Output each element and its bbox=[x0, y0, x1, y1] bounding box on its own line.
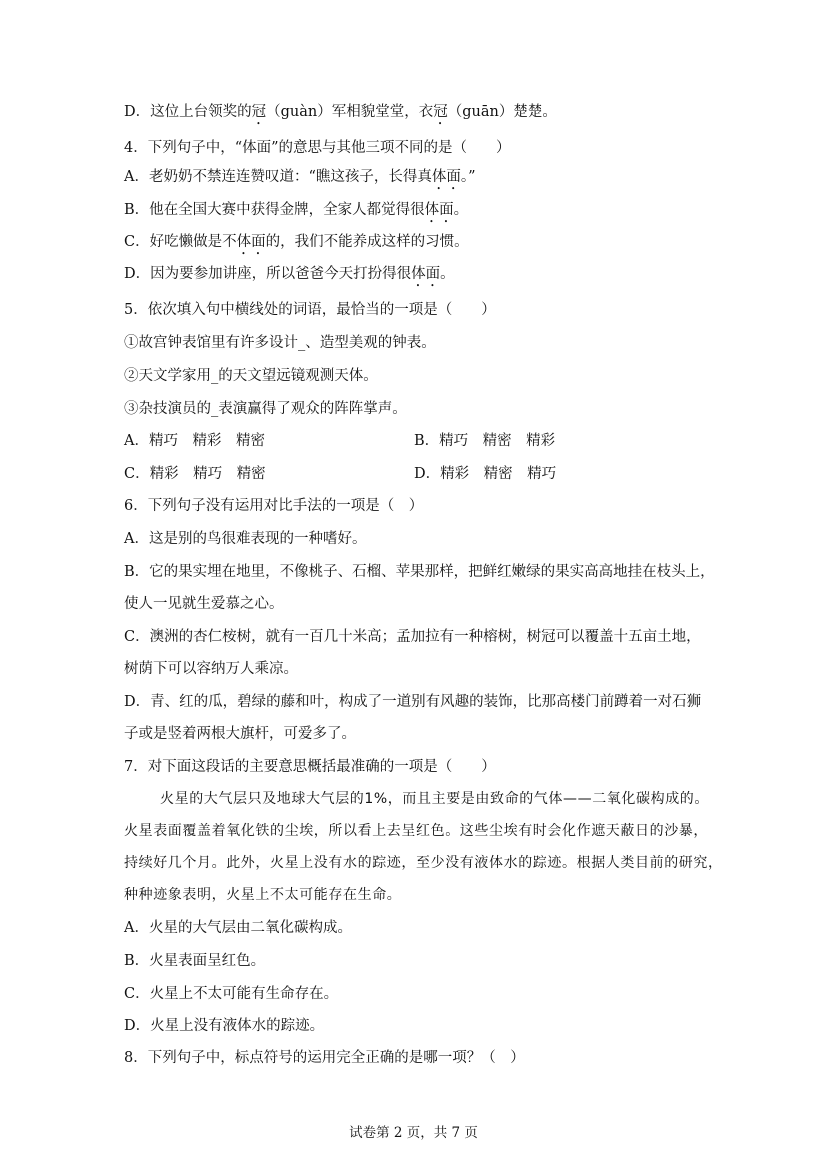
page-footer: 试卷第 2 页，共 7 页 bbox=[349, 1125, 478, 1141]
q4-option-d: D．因为要参加讲座，所以爸爸今天打扮得很体面。 bbox=[124, 266, 455, 282]
q5-sentence-2: ②天文学家用_的天文望远镜观测天体。 bbox=[124, 368, 378, 384]
q6-stem: 6．下列句子没有运用对比手法的一项是（ ） bbox=[124, 498, 424, 514]
q5-option-b: B．精巧 精密 精彩 bbox=[414, 433, 556, 449]
q7-passage-line: 火星的大气层只及地球大气层的1%，而且主要是由致命的气体——二氧化碳构成的。 bbox=[160, 791, 710, 807]
q7-passage-line: 种种迹象表明，火星上不太可能存在生命。 bbox=[124, 887, 402, 903]
q6-option-d-cont: 子或是竖着两根大旗杆，可爱多了。 bbox=[124, 726, 356, 742]
q6-option-b-cont: 使人一见就生爱慕之心。 bbox=[124, 596, 284, 612]
emphasized-word: 体面 bbox=[431, 169, 461, 185]
q6-option-c: C．澳洲的杏仁桉树，就有一百几十米高；孟加拉有一种榕树，树冠可以覆盖十五亩土地， bbox=[124, 629, 701, 645]
q7-option-c: C．火星上不太可能有生命存在。 bbox=[124, 986, 339, 1002]
q4-option-c: C．好吃懒做是不体面的，我们不能养成这样的习惯。 bbox=[124, 234, 469, 250]
q5-options-cd bbox=[124, 464, 557, 484]
q5-option-c: C．精彩 精巧 精密 bbox=[124, 466, 266, 482]
q5-option-d: D．精彩 精密 精巧 bbox=[414, 466, 557, 482]
emphasized-word: 体面 bbox=[411, 266, 441, 282]
q5-sentence-1: ①故宫钟表馆里有许多设计_、造型美观的钟表。 bbox=[124, 335, 436, 351]
q5-options-ab bbox=[124, 431, 556, 451]
q7-passage-line: 持续好几个月。此外，火星上没有水的踪迹，至少没有液体水的踪迹。根据人类目前的研究， bbox=[124, 855, 723, 871]
q7-option-d: D．火星上没有液体水的踪迹。 bbox=[124, 1018, 325, 1034]
q6-option-a: A．这是别的鸟很难表现的一种嗜好。 bbox=[124, 531, 367, 547]
q4-option-b: B．他在全国大赛中获得金牌，全家人都觉得很体面。 bbox=[124, 202, 469, 218]
q4-option-a: A．老奶奶不禁连连赞叹道：“瞧这孩子，长得真体面。” bbox=[124, 169, 476, 185]
q7-stem: 7．对下面这段话的主要意思概括最准确的一项是（ ） bbox=[124, 759, 496, 775]
q4-stem: 4．下列句子中，“体面”的意思与其他三项不同的是（ ） bbox=[124, 140, 511, 156]
emphasized-char: 冠 bbox=[433, 104, 448, 120]
q6-option-d: D．青、红的瓜，碧绿的藤和叶，构成了一道别有风趣的装饰，比那高楼门前蹲着一对石狮 bbox=[124, 694, 702, 710]
q7-option-b: B．火星表面呈红色。 bbox=[124, 953, 266, 969]
q8-stem: 8．下列句子中，标点符号的运用完全正确的是哪一项？（ ） bbox=[124, 1050, 525, 1066]
q6-option-b: B．它的果实埋在地里，不像桃子、石榴、苹果那样，把鲜红嫩绿的果实高高地挂在枝头上， bbox=[124, 564, 715, 580]
emphasized-word: 体面 bbox=[236, 234, 266, 250]
q5-stem: 5．依次填入句中横线处的词语，最恰当的一项是（ ） bbox=[124, 302, 496, 318]
emphasized-char: 冠 bbox=[251, 104, 267, 120]
q5-option-a: A．精巧 精彩 精密 bbox=[124, 433, 265, 449]
emphasized-word: 体面 bbox=[424, 202, 454, 218]
q7-option-a: A．火星的大气层由二氧化碳构成。 bbox=[124, 920, 352, 936]
q7-passage-line: 火星表面覆盖着氧化铁的尘埃，所以看上去呈红色。这些尘埃有时会化作遮天蔽日的沙暴， bbox=[124, 823, 708, 839]
q3-option-d: D．这位上台领奖的冠（guàn）军相貌堂堂，衣冠（guān）楚楚。 bbox=[124, 104, 557, 120]
q6-option-c-cont: 树荫下可以容纳万人乘凉。 bbox=[124, 661, 298, 677]
q5-sentence-3: ③杂技演员的_表演赢得了观众的阵阵掌声。 bbox=[124, 401, 407, 417]
